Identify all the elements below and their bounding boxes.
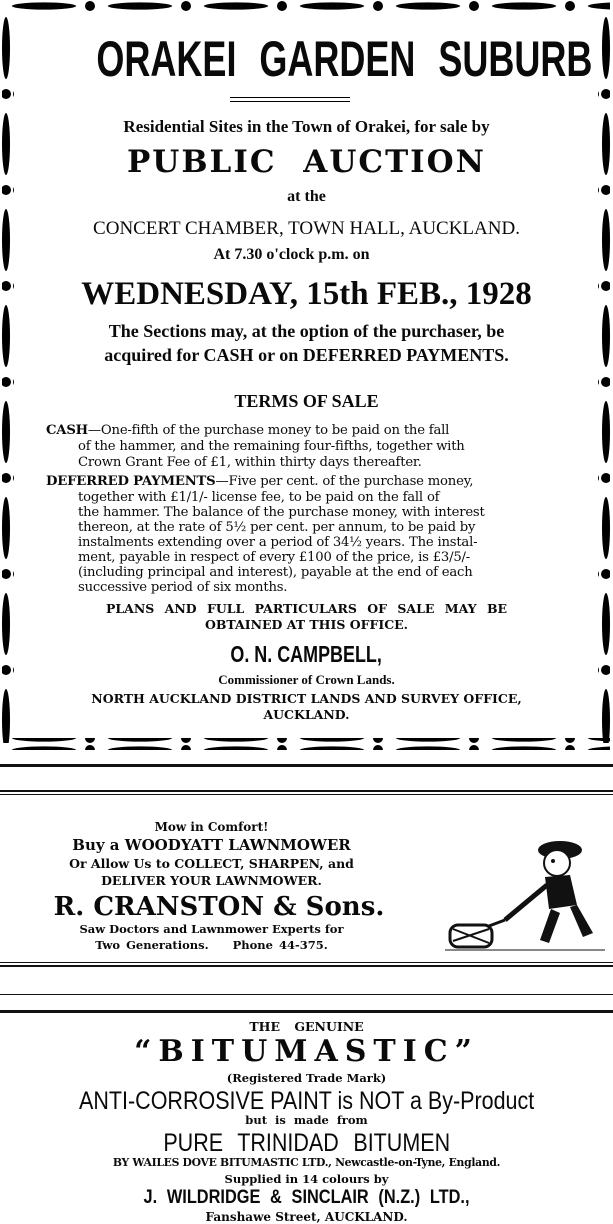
ad-top-rule bbox=[0, 1010, 613, 1013]
headline: ANTI-CORROSIVE PAINT is NOT a By-Product bbox=[78, 1087, 535, 1115]
material-text: PURE TRINIDAD BITUMEN bbox=[163, 1129, 450, 1157]
time-text: At 7.30 o'clock p.m. on bbox=[213, 246, 370, 263]
tagline: Saw Doctors and Lawnmower Experts for bbox=[79, 922, 344, 936]
deferred-line: instalments extending over a period of 34½ years. The instal- bbox=[78, 535, 478, 550]
boy-mowing-illustration bbox=[445, 825, 605, 955]
supplier-address: Fanshawe Street, AUCKLAND. bbox=[205, 1210, 408, 1224]
title-divider bbox=[230, 97, 350, 102]
terms-heading: TERMS OF SALE bbox=[234, 391, 379, 411]
mower-line: DELIVER YOUR LAWNMOWER. bbox=[101, 873, 322, 888]
ad-top-rule bbox=[0, 994, 613, 995]
ad-top-rule bbox=[0, 790, 613, 792]
at-the-text: at the bbox=[287, 188, 326, 205]
cash-line: Crown Grant Fee of £1, within thirty days thereafter. bbox=[78, 455, 422, 470]
auction-heading: PUBLIC AUCTION bbox=[127, 144, 486, 180]
deferred-line: the hammer. The balance of the purchase money, with interest bbox=[78, 505, 485, 520]
signatory-title: Commissioner of Crown Lands. bbox=[218, 672, 395, 687]
deferred-line: —Five per cent. of the purchase money, bbox=[215, 474, 474, 489]
intro-text: Residential Sites in the Town of Orakei, for sale by bbox=[123, 117, 490, 136]
ad-bottom-rule bbox=[0, 965, 613, 967]
ad-title: ORAKEI GARDEN SUBURB bbox=[96, 31, 593, 87]
venue-text: CONCERT CHAMBER, TOWN HALL, AUCKLAND. bbox=[93, 218, 520, 239]
generations-text: Two Generations. bbox=[95, 938, 209, 952]
plans-line-1: PLANS AND FULL PARTICULARS OF SALE MAY BE bbox=[105, 601, 508, 616]
trademark-text: (Registered Trade Mark) bbox=[226, 1071, 387, 1085]
plans-line-2: OBTAINED AT THIS OFFICE. bbox=[204, 617, 409, 632]
column-rule bbox=[0, 764, 613, 767]
supplier-name: J. WILDRIDGE & SINCLAIR (N.Z.) LTD., bbox=[143, 1187, 470, 1208]
deferred-label: DEFERRED PAYMENTS bbox=[46, 474, 216, 489]
office-line-1: NORTH AUCKLAND DISTRICT LANDS AND SURVEY OFFICE, bbox=[91, 691, 522, 706]
cash-line: of the hammer, and the remaining four-fifths, together with bbox=[78, 439, 465, 454]
supplied-text: Supplied in 14 colours by bbox=[224, 1172, 389, 1186]
ad-bottom-rule bbox=[0, 962, 613, 963]
deferred-line: together with £1/1/- license fee, to be paid on the fall of bbox=[78, 490, 440, 505]
mower-line: Mow in Comfort! bbox=[154, 820, 269, 834]
deferred-line: ment, payable in respect of every £100 of the price, is £3/5/- bbox=[78, 550, 471, 565]
deferred-line: successive period of six months. bbox=[78, 580, 288, 595]
cash-label: CASH bbox=[46, 423, 88, 438]
ad-top-rule bbox=[0, 794, 613, 795]
mower-line: Buy a WOODYATT LAWNMOWER bbox=[72, 836, 351, 854]
cash-line: —One-fifth of the purchase money to be paid on the fall bbox=[87, 423, 450, 438]
phone-number: Phone 44-375. bbox=[232, 938, 328, 952]
brand-name: “BITUMASTIC” bbox=[134, 1034, 479, 1069]
signatory-name: O. N. CAMPBELL, bbox=[230, 641, 383, 667]
deferred-line: thereon, at the rate of 5½ per cent. per annum, to be paid by bbox=[78, 520, 476, 535]
mower-line: Or Allow Us to COLLECT, SHARPEN, and bbox=[69, 856, 354, 871]
deferred-line: (including principal and interest), payable at the end of each bbox=[78, 565, 473, 580]
office-line-2: AUCKLAND. bbox=[263, 707, 350, 722]
maker-text: BY WAILES DOVE BITUMASTIC LTD., Newcastle-on-Tyne, England. bbox=[112, 1156, 501, 1169]
auction-date: WEDNESDAY, 15th FEB., 1928 bbox=[81, 276, 532, 312]
company-name: R. CRANSTON & Sons. bbox=[53, 892, 385, 922]
made-from-text: but is made from bbox=[245, 1113, 368, 1127]
options-line-1: The Sections may, at the option of the purchaser, be bbox=[108, 321, 505, 341]
options-line-2: acquired for CASH or on DEFERRED PAYMENTS. bbox=[104, 345, 509, 365]
genuine-text: THE GENUINE bbox=[249, 1019, 364, 1034]
